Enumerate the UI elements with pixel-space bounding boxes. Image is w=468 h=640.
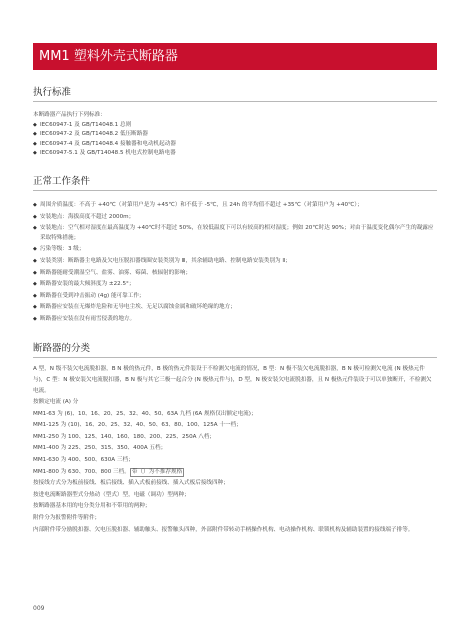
list-item: ◆ IEC60947-2 及 GB/T14048.2 低压断路器 [33,130,437,140]
list-item: ◆ IEC60947-4 及 GB/T14048.4 接触器和电动机起动器 [33,140,437,150]
diamond-bullet-icon: ◆ [33,269,37,276]
diamond-bullet-icon: ◆ [33,140,37,147]
rating-line: MM1-250 为 100、125、140、160、180、200、225、250A 八档； [33,433,216,440]
list-item: ◆ 安装地点：海拔高度不超过 2000m； [33,213,437,223]
diamond-bullet-icon: ◆ [33,315,37,322]
conditions-section [33,175,437,325]
list-item: ◆ IEC60947-5.1 及 GB/T14048.5 机电式控制电路电器 [33,149,437,159]
classification-paragraph: A 型，N 级不装欠电流脱扣器，B N 极的热元件，B 极的热元件装设于不检测欠电流的情况，B 型：N 极不装欠电流脱扣器，B N 极可检测欠电流 (N 极热元件与)，C 型：N 极安装欠电流脱扣器，B N 极与其它三极一起合分 (N 极热元件与)，D 型，N 极安装欠电流脱扣器，且 N 极热元件装设于可以单独断开，不检测欠电流。 [33,366,432,394]
list-item: ◆ 污染等级：3 级； [33,245,437,255]
standards-section [33,86,437,159]
list-item: ◆ IEC60947-1 及 GB/T14048.1 总则 [33,121,437,131]
list-item: ◆ 断路器应安装在没有雨雪侵袭的地方。 [33,315,437,325]
list-item: ◆ 安装类别：断路器主电路及欠电压脱扣器线圈安装类别为 Ⅲ，其余辅助电路、控制电路安装类别为 Ⅱ； [33,257,437,267]
diamond-bullet-icon: ◆ [33,257,37,264]
title-bar [33,43,437,70]
list-item: ◆ 断路器应安装在无爆炸危险和无导电尘埃、无足以腐蚀金属和破坏绝缘的地方； [33,303,437,313]
diamond-bullet-icon: ◆ [33,246,37,253]
diamond-bullet-icon: ◆ [33,213,37,220]
diamond-bullet-icon: ◆ [33,131,37,138]
list-item: ◆ 断路器安装的最大倾斜度为 ±22.5°； [33,280,437,290]
diamond-bullet-icon: ◆ [33,225,37,232]
standards-intro: 本断路器产品执行下列标准： [33,112,106,118]
classification-line: 内部附件带分励脱扣器、欠电压脱扣器、辅助触头、报警触头四种，外部附件带转动手柄操作机构、电动操作机构、联锁机构及辅助装置的接线端子排等。 [33,526,414,533]
diamond-bullet-icon: ◆ [33,304,37,311]
page-number: 009 [33,605,45,612]
diamond-bullet-icon: ◆ [33,292,37,299]
diamond-bullet-icon: ◆ [33,202,37,208]
list-item: ◆ 安装地点：空气相对湿度在最高温度为 +40℃时不超过 50%，在较低温度下可以有较高的相对湿度；例如 20℃时达 90%；对由于温度变化偶尔产生的凝露应采取特殊措施； [33,225,434,241]
rating-heading: 按额定电流 (A) 分 [33,399,79,405]
rating-line: MM1-630 为 400、500、630A 三档； [33,456,134,463]
classification-line: 按进电流断路器型式分热动（型式）型，电磁（调功）型两种； [33,491,190,498]
rating-line: MM1-63 为 (6)、10、16、20、25、32、40、50、63A 九档 (6A 规格仅出额定电流)； [33,410,257,417]
list-item: ◆ 周围介质温度：不高于 +40℃（对第用户是为 +45℃）和不低于 -5℃，且 24h 的平均值不超过 +35℃（对第用户为 +40℃）； [33,201,437,211]
list-item: ◆ 断路器在受到冲击振动 (4g) 能可靠工作； [33,292,437,302]
classification-divider [33,357,437,358]
standards-heading: 执行标准 [33,87,72,98]
diamond-bullet-icon: ◆ [33,121,37,128]
diamond-bullet-icon: ◆ [33,281,37,288]
standards-divider [33,101,437,102]
rating-line: MM1-800 为 630、700、800 三档。 带（）为不推荐规格 [33,468,183,475]
rating-line: MM1-125 为 (10)、16、20、25、32、40、50、63、80、100、125A 十一档； [33,422,242,429]
classification-section [33,342,437,535]
classification-line: 附件分为报警附件等附件； [33,514,101,521]
conditions-divider [33,190,437,191]
rating-line: MM1-400 为 225、250、315、350、400A 五档； [33,445,167,452]
diamond-bullet-icon: ◆ [33,150,37,157]
page-title: MM1 塑料外壳式断路器 [39,49,178,64]
classification-line: 按接线方式分为板前接线、板后接线、插入式板前接线、插入式板后接线四种； [33,480,229,487]
classification-line: 按断路器基本用的电分类分用和不带用的两种； [33,503,151,510]
conditions-heading: 正常工作条件 [33,176,91,187]
rating-note-box: 带（）为不推荐规格 [131,468,183,475]
classification-heading: 断路器的分类 [33,343,91,354]
list-item: ◆ 断路器能耐受潮湿空气、盐雾、油雾、霉菌、核辐射的影响； [33,269,437,279]
